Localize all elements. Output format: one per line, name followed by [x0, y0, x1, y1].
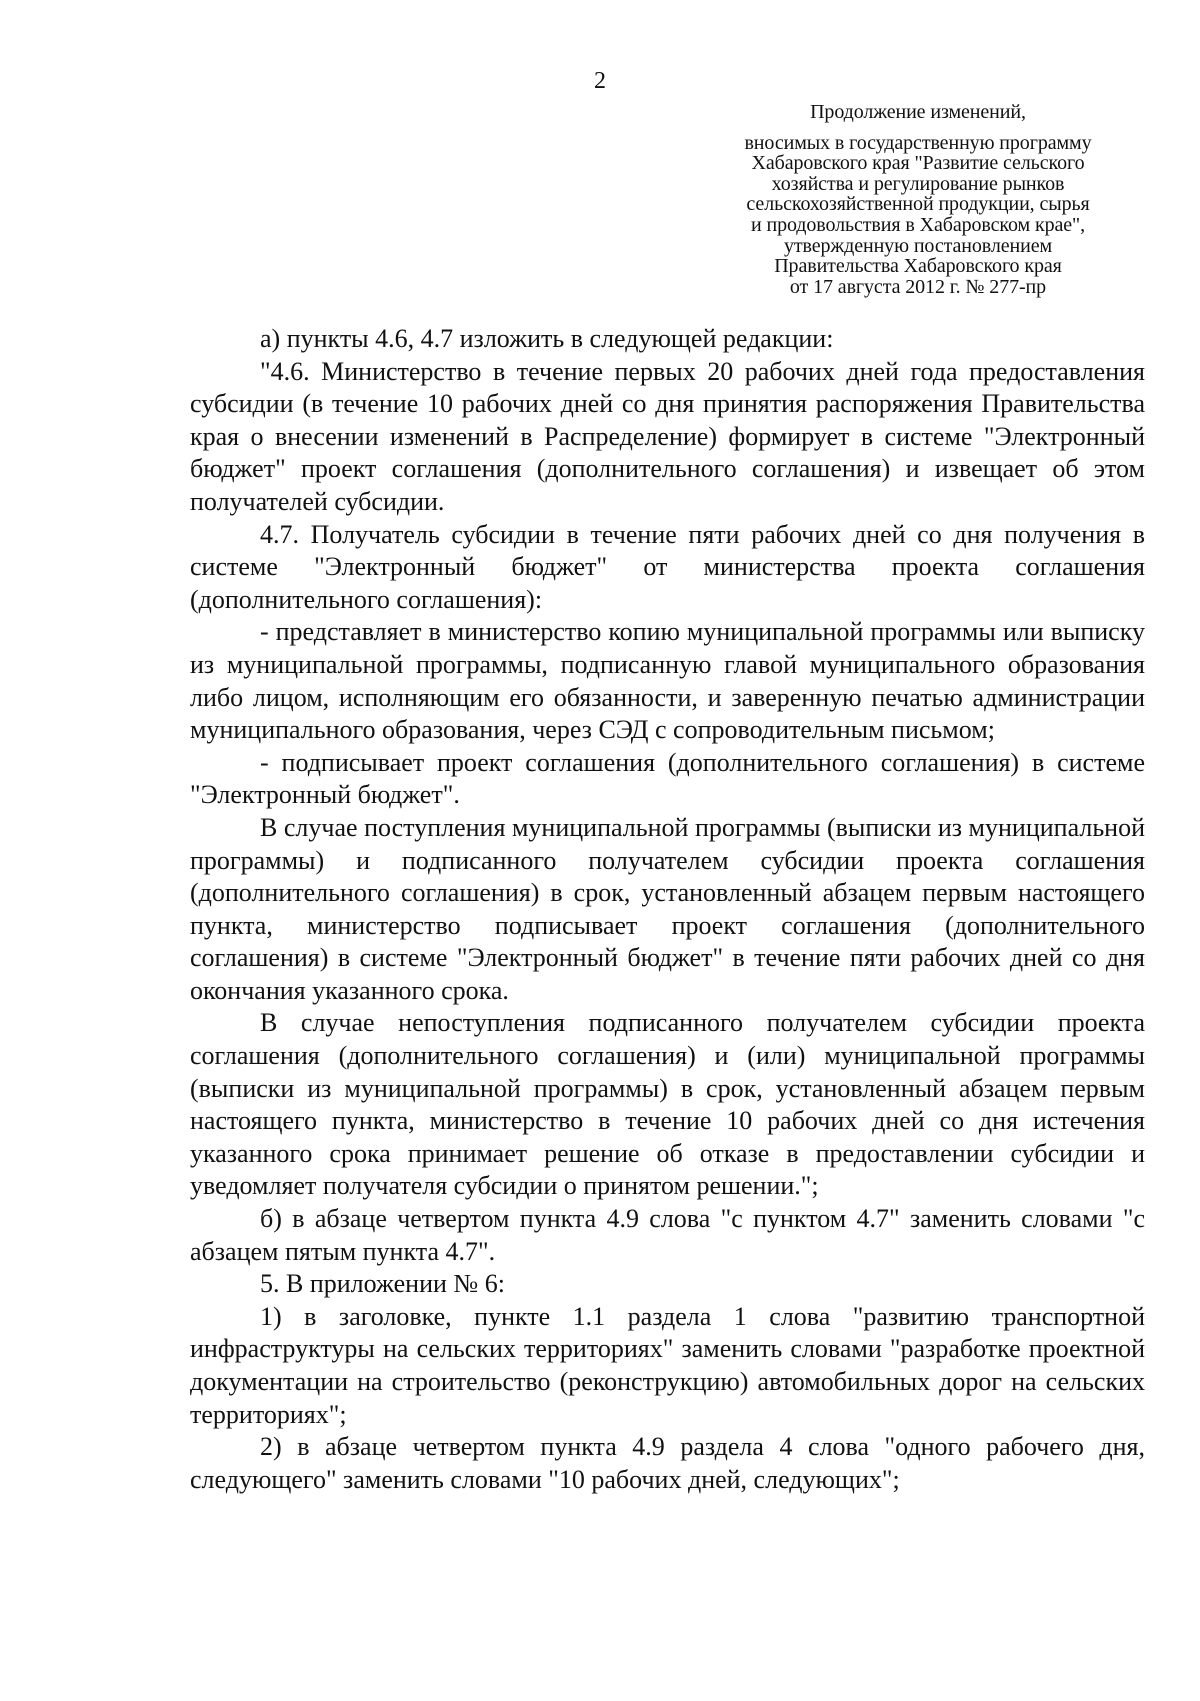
paragraph: а) пункты 4.6, 4.7 изложить в следующей редакции: — [260, 324, 834, 353]
header-line: Правительства Хабаровского края — [774, 255, 1062, 278]
header-line: хозяйства и регулирование рынков — [771, 172, 1065, 195]
continuation-header — [684, 102, 1152, 297]
header-line: утвержденную постановлением — [783, 234, 1053, 257]
paragraph: "4.6. Министерство в течение первых 20 рабочих дней года предоставления субсидии (в течение 10 рабочих дней со дня принятия распоряжения Правительства края о внесении изменений в Распределение) формирует в системе "Электронный бюджет" проект соглашения (дополнительного соглашения) и извещает об этом получателей субсидии. — [190, 356, 1145, 516]
header-line: и продовольствия в Хабаровском крае", — [750, 213, 1086, 236]
paragraph: В случае непоступления подписанного получателем субсидии проекта соглашения (дополнительного соглашения) и (или) муниципальной программы (выписки из муниципальной программы) в срок, установленный абзацем первым настоящего пункта, министерство в течение 10 рабочих дней со дня истечения указанного срока принимает решение об отказе в предоставлении субсидии и уведомляет получателя субсидии о принятом решении."; — [190, 1008, 1145, 1201]
paragraph: В случае поступления муниципальной программы (выписки из муниципальной программы) и подписанного получателем субсидии проекта соглашения (дополнительного соглашения) в срок, установленный абзацем первым настоящего пункта, министерство подписывает проект соглашения (дополнительного соглашения) в системе "Электронный бюджет" в течение пяти рабочих дней со дня окончания указанного срока. — [190, 812, 1145, 1005]
document-body — [190, 323, 1145, 1496]
paragraph: - подписывает проект соглашения (дополнительного соглашения) в системе "Электронный бюджет". — [190, 747, 1145, 810]
paragraph: 4.7. Получатель субсидии в течение пяти рабочих дней со дня получения в системе "Электронный бюджет" от министерства проекта соглашения (дополнительного соглашения): — [190, 519, 1145, 614]
paragraph: 5. В приложении № 6: — [260, 1269, 505, 1299]
paragraph: 1) в заголовке, пункте 1.1 раздела 1 слова "развитию транспортной инфраструктуры на сельских территориях" заменить словами "разработке проектной документации на строительство (реконструкцию) автомобильных дорог на сельских территориях"; — [190, 1301, 1145, 1429]
header-line: Продолжение изменений, — [810, 101, 1026, 123]
header-line: вносимых в государственную программу — [744, 131, 1092, 154]
page-number: 2 — [594, 68, 606, 94]
header-line: Хабаровского края "Развитие сельского — [751, 152, 1085, 175]
header-line: от 17 августа 2012 г. № 277-пр — [789, 275, 1047, 298]
header-line: сельскохозяйственной продукции, сырья — [746, 193, 1090, 216]
paragraph: 2) в абзаце четвертом пункта 4.9 раздела 4 слова "одного рабочего дня, следующего" заменить словами "10 рабочих дней, следующих"; — [190, 1432, 1145, 1494]
paragraph: б) в абзаце четвертом пункта 4.9 слова "с пунктом 4.7" заменить словами "с абзацем пятым пункта 4.7". — [190, 1204, 1145, 1266]
paragraph: - представляет в министерство копию муниципальной программы или выписку из муниципальной программы, подписанную главой муниципального образования либо лицом, исполняющим его обязанности, и заверенную печатью администрации муниципального образования, через СЭД с сопроводительным письмом; — [190, 617, 1145, 745]
